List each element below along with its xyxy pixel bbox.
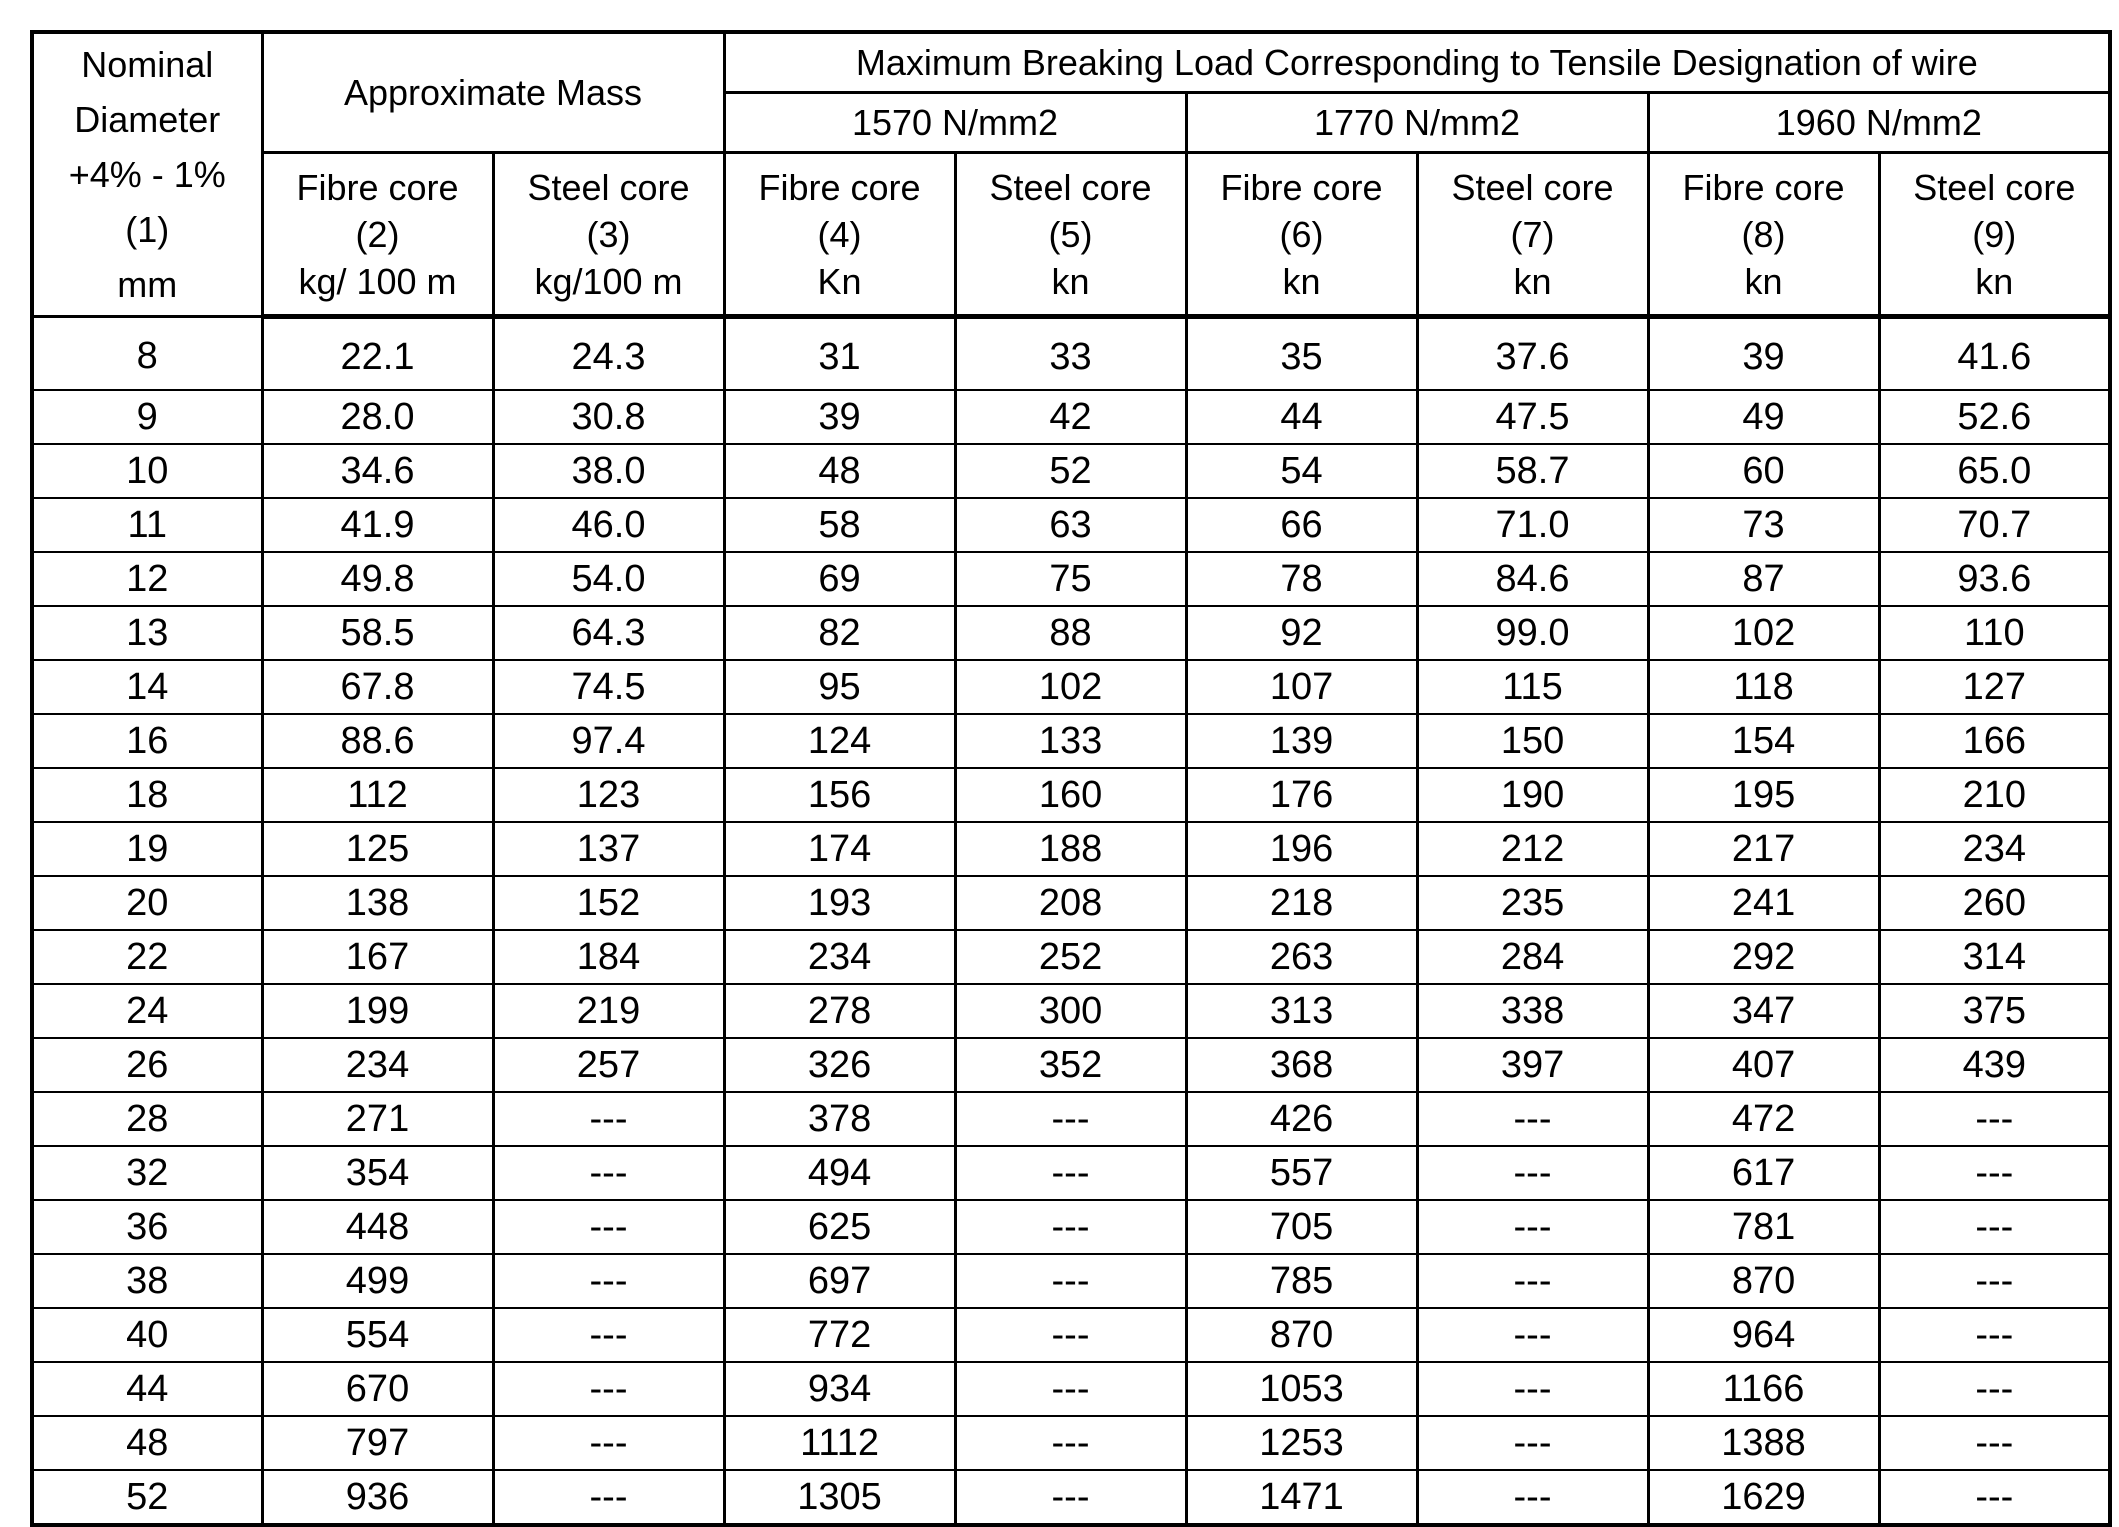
table-row: [32, 606, 2110, 660]
value-cell: ---: [1879, 1416, 2110, 1470]
value-cell: 110: [1879, 606, 2110, 660]
diameter-cell: 8: [32, 317, 262, 391]
value-cell: 84.6: [1417, 552, 1648, 606]
value-cell: 38.0: [493, 444, 724, 498]
value-cell: 87: [1648, 552, 1879, 606]
value-cell: 88.6: [262, 714, 493, 768]
value-cell: 252: [955, 930, 1186, 984]
diameter-cell: 20: [32, 876, 262, 930]
value-cell: ---: [493, 1416, 724, 1470]
value-cell: 41.9: [262, 498, 493, 552]
column-core-label: Fibre core: [1682, 166, 1845, 208]
value-cell: ---: [1417, 1092, 1648, 1146]
value-cell: 33: [955, 317, 1186, 391]
value-cell: 439: [1879, 1038, 2110, 1092]
value-cell: 1629: [1648, 1470, 1879, 1525]
value-cell: 190: [1417, 768, 1648, 822]
value-cell: 93.6: [1879, 552, 2110, 606]
value-cell: 115: [1417, 660, 1648, 714]
diameter-cell: 24: [32, 984, 262, 1038]
value-cell: 705: [1186, 1200, 1417, 1254]
column-core-label: Steel core: [1451, 166, 1614, 208]
table-row: [32, 444, 2110, 498]
value-cell: ---: [493, 1362, 724, 1416]
column-unit-label: kg/ 100 m: [298, 260, 457, 302]
column-header-4: [724, 153, 955, 317]
value-cell: 797: [262, 1416, 493, 1470]
value-cell: 234: [1879, 822, 2110, 876]
value-cell: ---: [1417, 1362, 1648, 1416]
value-cell: 1112: [724, 1416, 955, 1470]
column-unit-label: kn: [1513, 260, 1552, 302]
value-cell: 39: [1648, 317, 1879, 391]
diameter-cell: 52: [32, 1470, 262, 1525]
table-row: [32, 498, 2110, 552]
header-row-core: [32, 153, 2110, 317]
table-row: [32, 1038, 2110, 1092]
diameter-cell: 48: [32, 1416, 262, 1470]
value-cell: 235: [1417, 876, 1648, 930]
value-cell: 397: [1417, 1038, 1648, 1092]
value-cell: 60: [1648, 444, 1879, 498]
value-cell: 156: [724, 768, 955, 822]
nominal-line-4: (1): [125, 209, 170, 250]
value-cell: 234: [262, 1038, 493, 1092]
diameter-cell: 22: [32, 930, 262, 984]
max-breaking-load-header: Maximum Breaking Load Corresponding to Tensile Designation of wire: [724, 32, 2110, 93]
value-cell: 313: [1186, 984, 1417, 1038]
table-row: [32, 1308, 2110, 1362]
value-cell: 772: [724, 1308, 955, 1362]
value-cell: 326: [724, 1038, 955, 1092]
table-row: [32, 1362, 2110, 1416]
value-cell: 133: [955, 714, 1186, 768]
value-cell: 300: [955, 984, 1186, 1038]
diameter-cell: 36: [32, 1200, 262, 1254]
value-cell: 35: [1186, 317, 1417, 391]
value-cell: 154: [1648, 714, 1879, 768]
value-cell: 1166: [1648, 1362, 1879, 1416]
value-cell: ---: [955, 1254, 1186, 1308]
value-cell: 42: [955, 390, 1186, 444]
diameter-cell: 14: [32, 660, 262, 714]
value-cell: 697: [724, 1254, 955, 1308]
table-header: [32, 32, 2110, 317]
value-cell: 166: [1879, 714, 2110, 768]
value-cell: ---: [493, 1470, 724, 1525]
value-cell: 338: [1417, 984, 1648, 1038]
value-cell: 58: [724, 498, 955, 552]
table-row: [32, 714, 2110, 768]
table-row: [32, 317, 2110, 391]
column-header-8: [1648, 153, 1879, 317]
table-row: [32, 1416, 2110, 1470]
diameter-cell: 40: [32, 1308, 262, 1362]
value-cell: 1388: [1648, 1416, 1879, 1470]
table-row: [32, 390, 2110, 444]
grade-1960-header: 1960 N/mm2: [1648, 93, 2110, 153]
column-header-9: [1879, 153, 2110, 317]
value-cell: 64.3: [493, 606, 724, 660]
value-cell: 263: [1186, 930, 1417, 984]
column-unit-label: kg/100 m: [534, 260, 683, 302]
value-cell: 75: [955, 552, 1186, 606]
value-cell: 74.5: [493, 660, 724, 714]
column-core-label: Steel core: [1913, 166, 2076, 208]
value-cell: 47.5: [1417, 390, 1648, 444]
value-cell: 107: [1186, 660, 1417, 714]
value-cell: 448: [262, 1200, 493, 1254]
value-cell: 78: [1186, 552, 1417, 606]
value-cell: 785: [1186, 1254, 1417, 1308]
value-cell: 184: [493, 930, 724, 984]
value-cell: 494: [724, 1146, 955, 1200]
value-cell: 127: [1879, 660, 2110, 714]
value-cell: ---: [1417, 1254, 1648, 1308]
value-cell: 150: [1417, 714, 1648, 768]
value-cell: 260: [1879, 876, 2110, 930]
table-row: [32, 1470, 2110, 1525]
table-row: [32, 1092, 2110, 1146]
value-cell: 188: [955, 822, 1186, 876]
value-cell: 22.1: [262, 317, 493, 391]
value-cell: 1305: [724, 1470, 955, 1525]
column-core-label: Steel core: [527, 166, 690, 208]
value-cell: 314: [1879, 930, 2110, 984]
value-cell: 278: [724, 984, 955, 1038]
value-cell: 781: [1648, 1200, 1879, 1254]
nominal-line-3: +4% - 1%: [68, 154, 226, 195]
column-core-label: Fibre core: [1220, 166, 1383, 208]
diameter-cell: 12: [32, 552, 262, 606]
column-header-5: [955, 153, 1186, 317]
value-cell: 66: [1186, 498, 1417, 552]
value-cell: 870: [1648, 1254, 1879, 1308]
value-cell: 217: [1648, 822, 1879, 876]
value-cell: 1053: [1186, 1362, 1417, 1416]
value-cell: 138: [262, 876, 493, 930]
column-core-label: Fibre core: [296, 166, 459, 208]
value-cell: 354: [262, 1146, 493, 1200]
diameter-cell: 18: [32, 768, 262, 822]
value-cell: 37.6: [1417, 317, 1648, 391]
diameter-cell: 10: [32, 444, 262, 498]
value-cell: 49: [1648, 390, 1879, 444]
value-cell: 67.8: [262, 660, 493, 714]
value-cell: 118: [1648, 660, 1879, 714]
column-unit-label: kn: [1282, 260, 1321, 302]
value-cell: 152: [493, 876, 724, 930]
value-cell: ---: [955, 1200, 1186, 1254]
value-cell: 58.5: [262, 606, 493, 660]
value-cell: 44: [1186, 390, 1417, 444]
value-cell: 368: [1186, 1038, 1417, 1092]
table-row: [32, 1146, 2110, 1200]
value-cell: ---: [955, 1362, 1186, 1416]
value-cell: 210: [1879, 768, 2110, 822]
value-cell: 52: [955, 444, 1186, 498]
value-cell: ---: [493, 1146, 724, 1200]
column-unit-label: Kn: [817, 260, 862, 302]
diameter-cell: 38: [32, 1254, 262, 1308]
wire-rope-table: [30, 30, 2112, 1527]
value-cell: 378: [724, 1092, 955, 1146]
table-row: [32, 1200, 2110, 1254]
value-cell: 102: [955, 660, 1186, 714]
value-cell: 58.7: [1417, 444, 1648, 498]
value-cell: 934: [724, 1362, 955, 1416]
value-cell: 34.6: [262, 444, 493, 498]
value-cell: 49.8: [262, 552, 493, 606]
diameter-cell: 19: [32, 822, 262, 876]
value-cell: 137: [493, 822, 724, 876]
column-num-label: (9): [1972, 213, 2017, 255]
value-cell: 28.0: [262, 390, 493, 444]
value-cell: 670: [262, 1362, 493, 1416]
nominal-line-5: mm: [117, 264, 178, 305]
value-cell: 41.6: [1879, 317, 2110, 391]
column-num-label: (2): [355, 213, 400, 255]
column-unit-label: kn: [1051, 260, 1090, 302]
table-row: [32, 984, 2110, 1038]
value-cell: ---: [1417, 1416, 1648, 1470]
diameter-cell: 9: [32, 390, 262, 444]
value-cell: 208: [955, 876, 1186, 930]
approximate-mass-header: Approximate Mass: [262, 32, 724, 153]
value-cell: 499: [262, 1254, 493, 1308]
value-cell: 218: [1186, 876, 1417, 930]
value-cell: ---: [1879, 1470, 2110, 1525]
value-cell: 347: [1648, 984, 1879, 1038]
value-cell: 70.7: [1879, 498, 2110, 552]
table-body: [32, 317, 2110, 1526]
value-cell: 63: [955, 498, 1186, 552]
column-core-label: Steel core: [989, 166, 1152, 208]
value-cell: ---: [1417, 1146, 1648, 1200]
value-cell: 123: [493, 768, 724, 822]
value-cell: ---: [1879, 1308, 2110, 1362]
value-cell: 102: [1648, 606, 1879, 660]
value-cell: 39: [724, 390, 955, 444]
column-num-label: (6): [1279, 213, 1324, 255]
nominal-line-2: Diameter: [74, 99, 221, 140]
value-cell: 82: [724, 606, 955, 660]
value-cell: ---: [1417, 1470, 1648, 1525]
value-cell: ---: [1879, 1146, 2110, 1200]
value-cell: 139: [1186, 714, 1417, 768]
value-cell: 193: [724, 876, 955, 930]
value-cell: 407: [1648, 1038, 1879, 1092]
value-cell: 52.6: [1879, 390, 2110, 444]
diameter-cell: 11: [32, 498, 262, 552]
table-row: [32, 1254, 2110, 1308]
column-num-label: (5): [1048, 213, 1093, 255]
value-cell: 124: [724, 714, 955, 768]
value-cell: 257: [493, 1038, 724, 1092]
diameter-cell: 13: [32, 606, 262, 660]
value-cell: 46.0: [493, 498, 724, 552]
value-cell: 88: [955, 606, 1186, 660]
value-cell: 24.3: [493, 317, 724, 391]
value-cell: 97.4: [493, 714, 724, 768]
diameter-cell: 16: [32, 714, 262, 768]
value-cell: 71.0: [1417, 498, 1648, 552]
value-cell: 964: [1648, 1308, 1879, 1362]
column-core-label: Fibre core: [758, 166, 921, 208]
value-cell: 30.8: [493, 390, 724, 444]
value-cell: 48: [724, 444, 955, 498]
diameter-cell: 44: [32, 1362, 262, 1416]
value-cell: 69: [724, 552, 955, 606]
column-header-7: [1417, 153, 1648, 317]
value-cell: ---: [1879, 1200, 2110, 1254]
value-cell: 352: [955, 1038, 1186, 1092]
value-cell: 174: [724, 822, 955, 876]
value-cell: 176: [1186, 768, 1417, 822]
value-cell: 219: [493, 984, 724, 1038]
table-row: [32, 822, 2110, 876]
value-cell: ---: [493, 1092, 724, 1146]
value-cell: 234: [724, 930, 955, 984]
nominal-line-1: Nominal: [81, 44, 214, 85]
value-cell: ---: [493, 1200, 724, 1254]
value-cell: ---: [493, 1254, 724, 1308]
value-cell: ---: [1417, 1200, 1648, 1254]
value-cell: 65.0: [1879, 444, 2110, 498]
value-cell: 92: [1186, 606, 1417, 660]
table-row: [32, 660, 2110, 714]
nominal-diameter-header: [32, 32, 262, 317]
value-cell: 31: [724, 317, 955, 391]
table-row: [32, 876, 2110, 930]
grade-1770-header: 1770 N/mm2: [1186, 93, 1648, 153]
value-cell: 99.0: [1417, 606, 1648, 660]
grade-1570-header: 1570 N/mm2: [724, 93, 1186, 153]
column-num-label: (3): [586, 213, 631, 255]
value-cell: 936: [262, 1470, 493, 1525]
value-cell: 160: [955, 768, 1186, 822]
value-cell: 167: [262, 930, 493, 984]
value-cell: ---: [1879, 1254, 2110, 1308]
value-cell: 284: [1417, 930, 1648, 984]
value-cell: 426: [1186, 1092, 1417, 1146]
column-header-3: [493, 153, 724, 317]
value-cell: 292: [1648, 930, 1879, 984]
value-cell: 54: [1186, 444, 1417, 498]
value-cell: ---: [1417, 1308, 1648, 1362]
value-cell: 271: [262, 1092, 493, 1146]
column-unit-label: kn: [1975, 260, 2014, 302]
value-cell: 73: [1648, 498, 1879, 552]
value-cell: 554: [262, 1308, 493, 1362]
value-cell: ---: [1879, 1092, 2110, 1146]
diameter-cell: 32: [32, 1146, 262, 1200]
column-num-label: (8): [1741, 213, 1786, 255]
value-cell: 870: [1186, 1308, 1417, 1362]
value-cell: 472: [1648, 1092, 1879, 1146]
column-num-label: (4): [817, 213, 862, 255]
column-num-label: (7): [1510, 213, 1555, 255]
value-cell: ---: [955, 1416, 1186, 1470]
header-row-main: [32, 32, 2110, 93]
value-cell: 196: [1186, 822, 1417, 876]
value-cell: ---: [955, 1146, 1186, 1200]
value-cell: 54.0: [493, 552, 724, 606]
value-cell: 95: [724, 660, 955, 714]
value-cell: ---: [955, 1308, 1186, 1362]
value-cell: ---: [955, 1092, 1186, 1146]
value-cell: ---: [1879, 1362, 2110, 1416]
value-cell: 1253: [1186, 1416, 1417, 1470]
table-row: [32, 930, 2110, 984]
column-header-2: [262, 153, 493, 317]
value-cell: 199: [262, 984, 493, 1038]
value-cell: 1471: [1186, 1470, 1417, 1525]
table-row: [32, 768, 2110, 822]
value-cell: 112: [262, 768, 493, 822]
value-cell: ---: [955, 1470, 1186, 1525]
column-unit-label: kn: [1744, 260, 1783, 302]
value-cell: 625: [724, 1200, 955, 1254]
value-cell: 617: [1648, 1146, 1879, 1200]
column-header-6: [1186, 153, 1417, 317]
value-cell: 375: [1879, 984, 2110, 1038]
value-cell: 195: [1648, 768, 1879, 822]
table-row: [32, 552, 2110, 606]
rope-specification-sheet: [30, 30, 2108, 1527]
value-cell: 241: [1648, 876, 1879, 930]
diameter-cell: 26: [32, 1038, 262, 1092]
value-cell: 212: [1417, 822, 1648, 876]
value-cell: ---: [493, 1308, 724, 1362]
value-cell: 125: [262, 822, 493, 876]
value-cell: 557: [1186, 1146, 1417, 1200]
diameter-cell: 28: [32, 1092, 262, 1146]
